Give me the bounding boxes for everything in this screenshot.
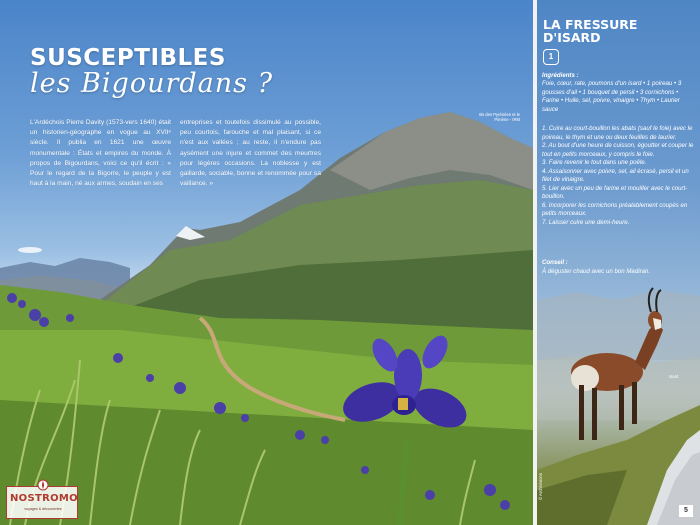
tip-text: À déguster chaud avec un bon Madiran. — [542, 268, 651, 275]
intro-text-1: L'Ardéchois Pierre Davity (1573-vers 1640) était un historien-géographe en vogue au XVIIᵉ siècle. Il publia en 1621 une œuvre monumentale : États et empires du monde. À propos de Bigourdans, voici ce qu'il écrit : « Pour le regard de la Bigorre, le peuple y est haut à la main, né aux armes, soudain en ses — [30, 119, 171, 188]
recipe-step: 3. Faire revenir le tout dans une poêle. — [542, 159, 647, 166]
recipe-step: 1. Cuire au court-bouillon les abats (sauf le foie) avec le poireau, le thym et une ou deux feuilles de laurier. — [542, 125, 693, 141]
page-number: 5 — [679, 505, 693, 517]
tip-heading: Conseil : — [542, 259, 568, 266]
logo-tagline: voyages & découvertes — [24, 507, 62, 511]
photo-credit: Iris des Pyrénées et le Pimène - IRM — [478, 112, 520, 122]
recipe-step: 6. Incorporer les cornichons préalablement coupés en petits morceaux. — [542, 201, 688, 217]
recipe-steps — [542, 125, 694, 227]
difficulty-badge: 1 — [543, 49, 559, 65]
intro-column-2 — [180, 118, 321, 189]
right-page-recipe — [537, 0, 700, 525]
photo-caption: Isard — [669, 374, 679, 379]
publisher-logo[interactable] — [6, 486, 78, 519]
ingredients-list: Foie, cœur, rate, poumons d'un isard • 1 poireau • 3 gousses d'ail • 1 bouquet de persil • 3 cornichons • Farine • Huile, sel, poivre, vinaigre • Thym • Laurier sauce — [542, 80, 682, 113]
photo-credit-vertical: © ArchiVisions — [538, 473, 543, 500]
compass-icon — [37, 479, 49, 491]
spread-title: SUSCEPTIBLES — [30, 45, 226, 71]
ingredients-heading: Ingrédients : — [542, 72, 579, 79]
spread-subtitle: les Bigourdans ? — [30, 68, 274, 99]
intro-column-1 — [30, 118, 171, 189]
recipe-step: 4. Assaisonner avec poivre, sel, ail écrasé, persil et un filet de vinaigre. — [542, 167, 689, 183]
recipe-step: 7. Laisser cuire une demi-heure. — [542, 218, 630, 226]
intro-text-2: entreprises et toutefois dissimulé au possible, peu courtois, farouche et mal plaisant, si ce n'est aux vallées ; au reste, il n'endure pas aysément une injure et commet des meurtres pour légères occasions. La noblesse y est gaillarde, sociable, bonne et renommée pour sa vaillance. » — [180, 119, 321, 188]
recipe-title: LA FRESSURE D'ISARD — [543, 17, 638, 45]
recipe-step: 5. Lier avec un peu de farine et mouiller avec le court-bouillon. — [542, 184, 688, 200]
logo-name: NOSTROMO — [10, 493, 78, 504]
recipe-step: 2. Au bout d'une heure de cuisson, égoutter et couper le tout en petits morceaux, y compris le foie. — [542, 142, 694, 158]
